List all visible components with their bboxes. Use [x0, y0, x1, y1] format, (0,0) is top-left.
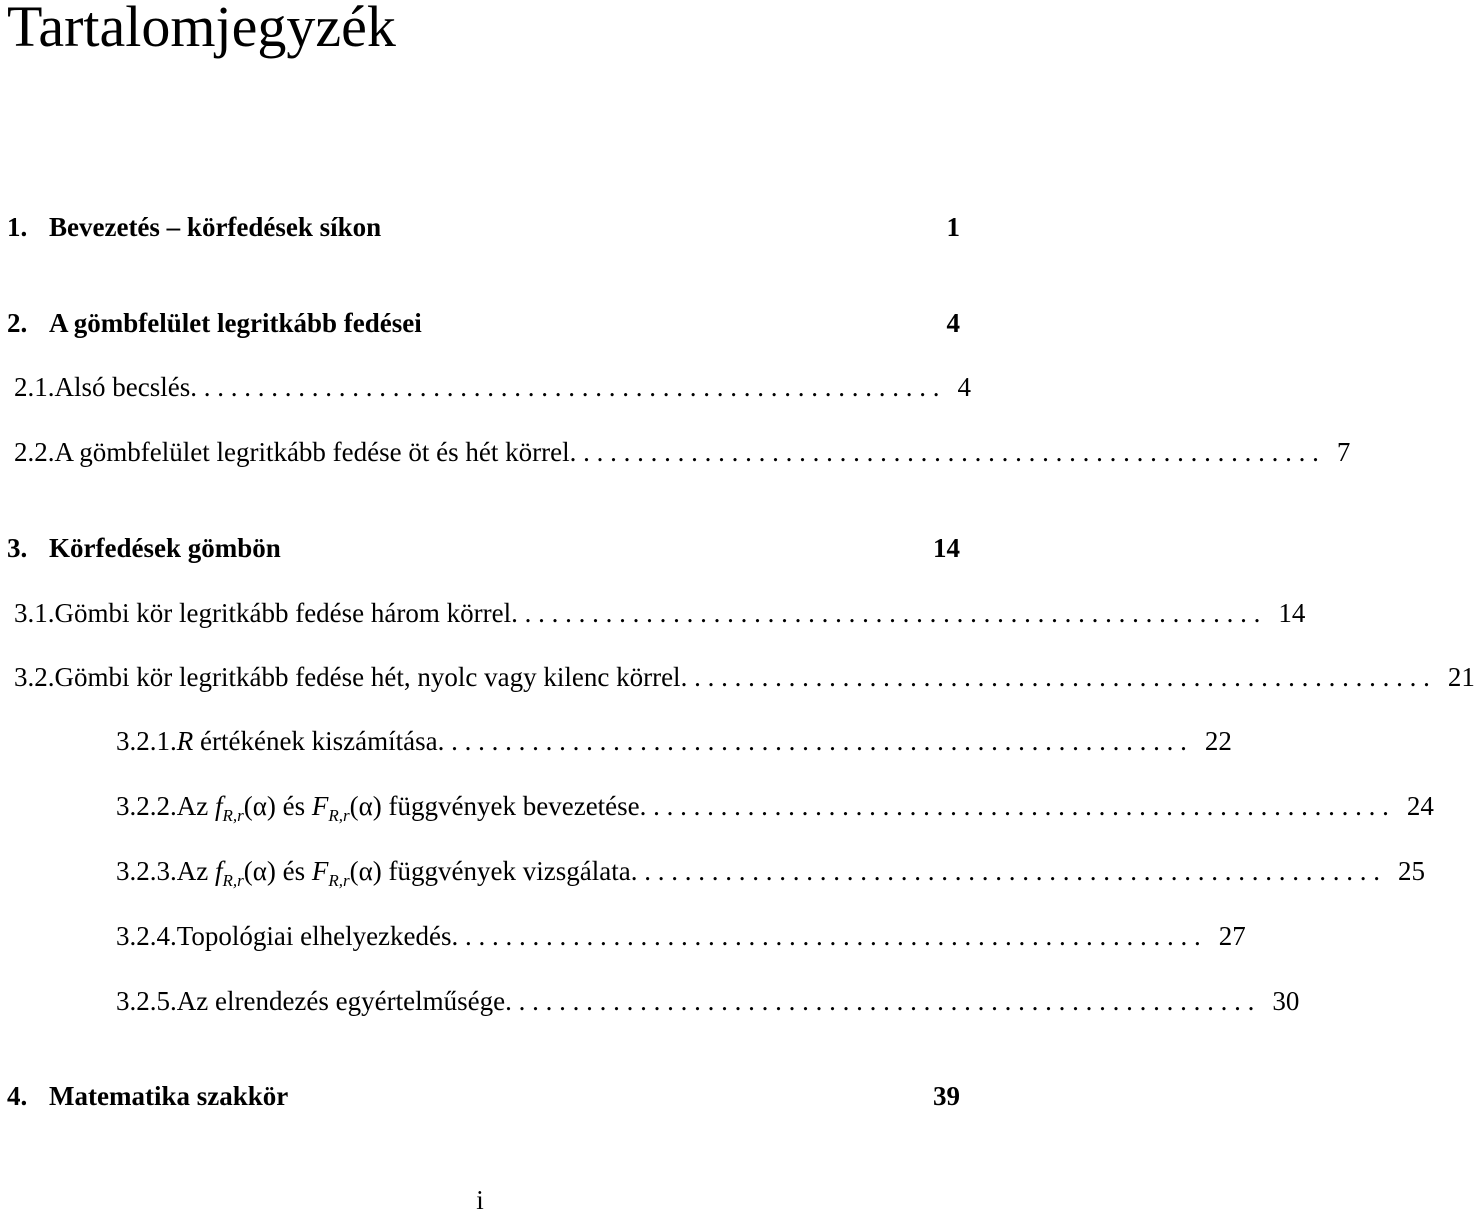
toc-subsection-3-2-5[interactable] — [116, 981, 1300, 1021]
toc-title: Alsó becslés — [54, 372, 191, 402]
toc-page: 22 — [1204, 726, 1232, 756]
toc-subsection-3-2-3[interactable] — [116, 851, 1425, 891]
toc-number: 3.2.4. — [116, 921, 177, 951]
toc-number: 3.2. — [14, 662, 55, 692]
page-number: i — [476, 1185, 484, 1215]
toc-number: 3.2.5. — [116, 986, 177, 1016]
math-function-F: F — [311, 856, 329, 886]
toc-page: 27 — [1218, 921, 1246, 951]
toc-number: 3.2.2. — [116, 791, 177, 821]
toc-chapter-4[interactable] — [7, 1076, 960, 1116]
toc-subsection-3-2-4[interactable] — [116, 916, 1246, 956]
toc-number: 3.2.1. — [116, 726, 177, 756]
toc-leader-dots: . . . . . . . . . . . . . . . . . . . . . . . . . . . . . . . . . . . . . . . . . . . . . . . . . . . . . . . . — [511, 598, 1261, 628]
toc-title: Az $f_{R,r}(\alpha)$ és $F_{R,r}(\alpha)$ függvények bevezetése — [176, 791, 640, 825]
toc-subsection-3-2-1[interactable] — [116, 721, 1232, 761]
math-function-f: f — [214, 791, 223, 821]
toc-number: 3.1. — [14, 598, 55, 628]
toc-page: 14 — [933, 533, 960, 563]
toc-leader-dots: . . . . . . . . . . . . . . . . . . . . . . . . . . . . . . . . . . . . . . . . . . . . . . . . . . . . . . . . — [569, 437, 1319, 467]
toc-title: Az elrendezés egyértelműsége — [176, 986, 506, 1016]
toc-page: 24 — [1406, 791, 1434, 821]
toc-title: Gömbi kör legritkább fedése hét, nyolc vagy kilenc körrel — [54, 662, 681, 692]
toc-number: 2. — [7, 308, 28, 338]
math-function-f: f — [214, 856, 223, 886]
toc-section-2-2[interactable] — [14, 432, 1351, 472]
toc-page: 7 — [1336, 437, 1351, 467]
toc-page: 30 — [1272, 986, 1300, 1016]
toc-title: Topológiai elhelyezkedés — [176, 921, 452, 951]
toc-title: Az $f_{R,r}(\alpha)$ és $F_{R,r}(\alpha)$ függvények vizsgálata — [176, 856, 631, 890]
toc-page: 14 — [1278, 598, 1306, 628]
toc-page: 39 — [933, 1081, 960, 1111]
toc-title: A gömbfelület legritkább fedései — [49, 308, 422, 338]
toc-title: Gömbi kör legritkább fedése három körrel — [54, 598, 512, 628]
toc-number: 3.2.3. — [116, 856, 177, 886]
toc-leader-dots: . . . . . . . . . . . . . . . . . . . . . . . . . . . . . . . . . . . . . . . . . . . . . . . . . . . . . . . . — [190, 372, 940, 402]
toc-leader-dots: . . . . . . . . . . . . . . . . . . . . . . . . . . . . . . . . . . . . . . . . . . . . . . . . . . . . . . . . — [680, 662, 1430, 692]
toc-leader-dots: . . . . . . . . . . . . . . . . . . . . . . . . . . . . . . . . . . . . . . . . . . . . . . . . . . . . . . . . — [639, 791, 1389, 821]
toc-title: Bevezetés – körfedések síkon — [49, 212, 382, 242]
toc-chapter-1[interactable] — [7, 207, 960, 247]
toc-section-3-1[interactable] — [14, 593, 1306, 633]
toc-page: 21 — [1447, 662, 1475, 692]
math-symbol: R — [176, 726, 194, 756]
toc-leader-dots: . . . . . . . . . . . . . . . . . . . . . . . . . . . . . . . . . . . . . . . . . . . . . . . . . . . . . . . . — [437, 726, 1187, 756]
toc-page: 4 — [946, 308, 960, 338]
toc-leader-dots: . . . . . . . . . . . . . . . . . . . . . . . . . . . . . . . . . . . . . . . . . . . . . . . . . . . . . . . . — [505, 986, 1255, 1016]
math-function-F: F — [311, 791, 329, 821]
toc-section-2-1[interactable] — [14, 367, 971, 407]
toc-number: 3. — [7, 533, 28, 563]
toc-title: R értékének kiszámítása — [176, 726, 438, 756]
page-title: Tartalomjegyzék — [7, 0, 396, 59]
toc-number: 1. — [7, 212, 28, 242]
toc-number: 4. — [7, 1081, 28, 1111]
toc-leader-dots: . . . . . . . . . . . . . . . . . . . . . . . . . . . . . . . . . . . . . . . . . . . . . . . . . . . . . . . . — [451, 921, 1201, 951]
toc-chapter-3[interactable] — [7, 528, 960, 568]
toc-title: Körfedések gömbön — [49, 533, 281, 563]
toc-section-3-2[interactable] — [14, 657, 1475, 697]
toc-page: 1 — [946, 212, 960, 242]
toc-leader-dots: . . . . . . . . . . . . . . . . . . . . . . . . . . . . . . . . . . . . . . . . . . . . . . . . . . . . . . . . — [630, 856, 1380, 886]
toc-page: 25 — [1397, 856, 1425, 886]
toc-title: A gömbfelület legritkább fedése öt és hét körrel — [54, 437, 570, 467]
toc-page: 4 — [957, 372, 971, 402]
toc-subsection-3-2-2[interactable] — [116, 786, 1434, 826]
toc-number: 2.1. — [14, 372, 55, 402]
toc-number: 2.2. — [14, 437, 55, 467]
toc-title: Matematika szakkör — [49, 1081, 289, 1111]
toc-chapter-2[interactable] — [7, 303, 960, 343]
